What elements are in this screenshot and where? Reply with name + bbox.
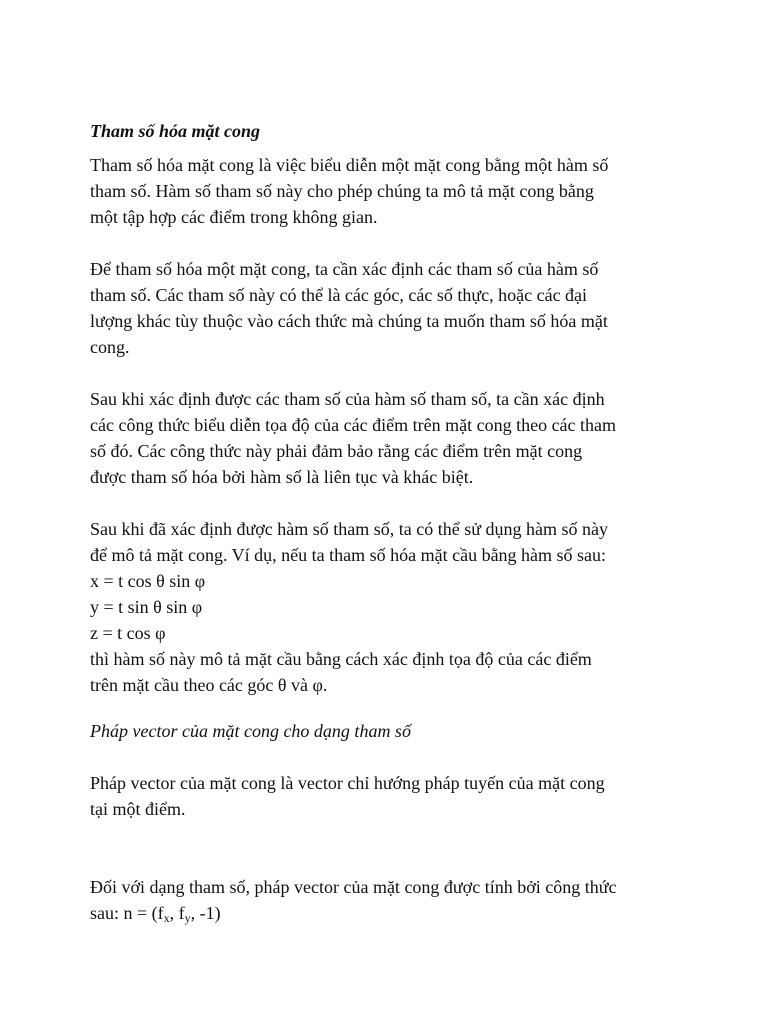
- formula-prefix: sau: n = (f: [90, 903, 164, 923]
- section-title-normal-vector: Pháp vector của mặt cong cho dạng tham số: [90, 721, 411, 741]
- text-line: Để tham số hóa một mặt cong, ta cần xác định các tham số của hàm số: [90, 259, 599, 279]
- document-page: [90, 118, 690, 926]
- normal-vector-formula: [90, 900, 690, 926]
- text-line: Sau khi xác định được các tham số của hàm số tham số, ta cần xác định: [90, 389, 605, 409]
- equation-y: y = t sin θ sin φ: [90, 597, 203, 617]
- paragraph-normal-formula: [90, 874, 690, 926]
- text-line: tại một điểm.: [90, 799, 186, 819]
- paragraph-normal-definition: [90, 770, 690, 822]
- text-line: để mô tả mặt cong. Ví dụ, nếu ta tham số hóa mặt cầu bằng hàm số sau:: [90, 545, 607, 565]
- text-line: trên mặt cầu theo các góc θ và φ.: [90, 675, 328, 695]
- text-line: Đối với dạng tham số, pháp vector của mặt cong được tính bởi công thức: [90, 877, 617, 897]
- text-line: tham số. Các tham số này có thể là các góc, các số thực, hoặc các đại: [90, 285, 588, 305]
- formula-suffix: , -1): [190, 903, 221, 923]
- paragraph-parameters: [90, 256, 690, 360]
- text-line: thì hàm số này mô tả mặt cầu bằng cách xác định tọa độ của các điểm: [90, 649, 592, 669]
- equation-z: z = t cos φ: [90, 623, 166, 643]
- formula-subscript-x: x: [163, 911, 170, 925]
- equation-x: x = t cos θ sin φ: [90, 571, 206, 591]
- text-line: Pháp vector của mặt cong là vector chỉ hướng pháp tuyến của mặt cong: [90, 773, 605, 793]
- text-line: một tập hợp các điểm trong không gian.: [90, 207, 378, 227]
- section-title-parametrization: Tham số hóa mặt cong: [90, 121, 261, 141]
- text-line: được tham số hóa bởi hàm số là liên tục và khác biệt.: [90, 467, 474, 487]
- text-line: Sau khi đã xác định được hàm số tham số, ta có thể sử dụng hàm số này: [90, 519, 608, 539]
- text-line: tham số. Hàm số tham số này cho phép chúng ta mô tả mặt cong bằng: [90, 181, 594, 201]
- formula-separator: , f: [169, 903, 185, 923]
- text-line: lượng khác tùy thuộc vào cách thức mà chúng ta muốn tham số hóa mặt: [90, 311, 608, 331]
- formula-subscript-y: y: [184, 911, 191, 925]
- paragraph-sphere-example: [90, 516, 690, 698]
- text-line: các công thức biểu diễn tọa độ của các điểm trên mặt cong theo các tham: [90, 415, 617, 435]
- text-line: số đó. Các công thức này phải đảm bảo rằng các điểm trên mặt cong: [90, 441, 583, 461]
- text-line: cong.: [90, 337, 130, 357]
- text-line: Tham số hóa mặt cong là việc biểu diễn một mặt cong bằng một hàm số: [90, 155, 609, 175]
- paragraph-definition: [90, 152, 690, 230]
- paragraph-coordinate-formulas: [90, 386, 690, 490]
